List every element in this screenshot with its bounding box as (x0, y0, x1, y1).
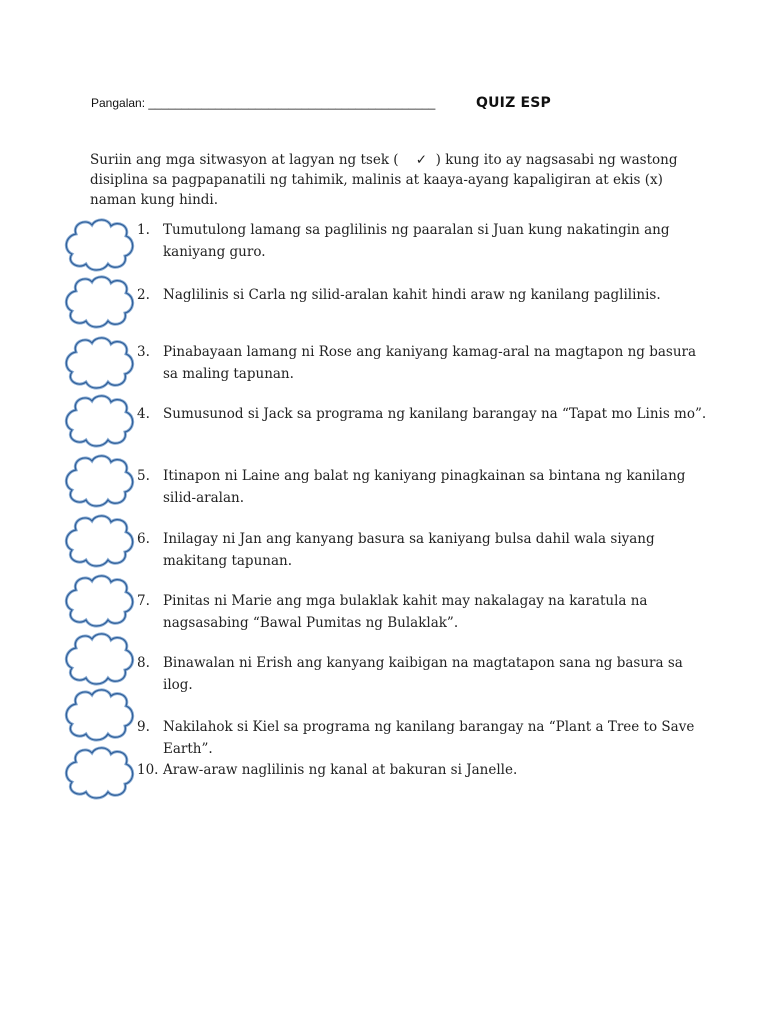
question-number: 7. (137, 593, 150, 609)
question-text: Pinitas ni Marie ang mga bulaklak kahit may nakalagay na karatula na nagsasabing “Bawal Pumitas ng Bulaklak”. (163, 593, 648, 631)
question-text: Nakilahok si Kiel sa programa ng kanilang barangay na “Plant a Tree to Save Earth”. (163, 719, 695, 757)
question-item (137, 528, 707, 572)
answer-cloud-8[interactable] (62, 630, 138, 688)
question-item (137, 284, 707, 306)
question-number: 10. (137, 762, 159, 778)
answer-cloud-3[interactable] (62, 334, 138, 392)
question-text: Naglilinis si Carla ng silid-aralan kahit hindi araw ng kanilang paglilinis. (163, 287, 661, 303)
answer-cloud-5[interactable] (62, 452, 138, 510)
quiz-title: QUIZ ESP (476, 95, 552, 111)
question-item (137, 219, 707, 263)
question-text: Sumusunod si Jack sa programa ng kanilang barangay na “Tapat mo Linis mo”. (163, 406, 707, 422)
instructions-part1: Suriin ang mga sitwasyon at lagyan ng tsek ( (90, 152, 399, 168)
question-item (137, 403, 707, 425)
question-item (137, 465, 707, 509)
question-number: 9. (137, 719, 150, 735)
question-number: 1. (137, 222, 150, 238)
question-item (137, 652, 707, 696)
question-number: 2. (137, 287, 150, 303)
question-number: 5. (137, 468, 150, 484)
answer-cloud-2[interactable] (62, 273, 138, 331)
question-item (137, 759, 707, 781)
question-text: Inilagay ni Jan ang kanyang basura sa kaniyang bulsa dahil wala siyang makitang tapunan. (163, 531, 655, 569)
question-number: 4. (137, 406, 150, 422)
answer-cloud-7[interactable] (62, 572, 138, 630)
name-field-label: Pangalan: ___________________________________________ (91, 96, 436, 110)
question-text: Tumutulong lamang sa paglilinis ng paaralan si Juan kung nakatingin ang kaniyang guro. (163, 222, 670, 260)
question-text: Binawalan ni Erish ang kanyang kaibigan na magtatapon sana ng basura sa ilog. (163, 655, 683, 693)
question-text: Itinapon ni Laine ang balat ng kaniyang pinagkainan sa bintana ng kanilang silid-aralan. (163, 468, 686, 506)
instructions (90, 150, 710, 210)
question-text: Pinabayaan lamang ni Rose ang kaniyang kamag-aral na magtapon ng basura sa maling tapunan. (163, 344, 697, 382)
answer-cloud-4[interactable] (62, 392, 138, 450)
instructions-part2: ) kung ito ay nagsasabi ng wastong disiplina sa pagpapanatili ng tahimik, malinis at kaaya-ayang kapaligiran at ekis (x) naman kung hindi. (90, 152, 678, 208)
answer-cloud-1[interactable] (62, 216, 138, 274)
question-text: Araw-araw naglilinis ng kanal at bakuran si Janelle. (163, 762, 518, 778)
question-number: 8. (137, 655, 150, 671)
answer-cloud-9[interactable] (62, 686, 138, 744)
answer-cloud-10[interactable] (62, 744, 138, 802)
answer-cloud-6[interactable] (62, 512, 138, 570)
question-item (137, 716, 707, 760)
question-number: 6. (137, 531, 150, 547)
question-number: 3. (137, 344, 150, 360)
question-item (137, 341, 707, 385)
question-item (137, 590, 707, 634)
check-icon: ✓ (415, 152, 428, 168)
